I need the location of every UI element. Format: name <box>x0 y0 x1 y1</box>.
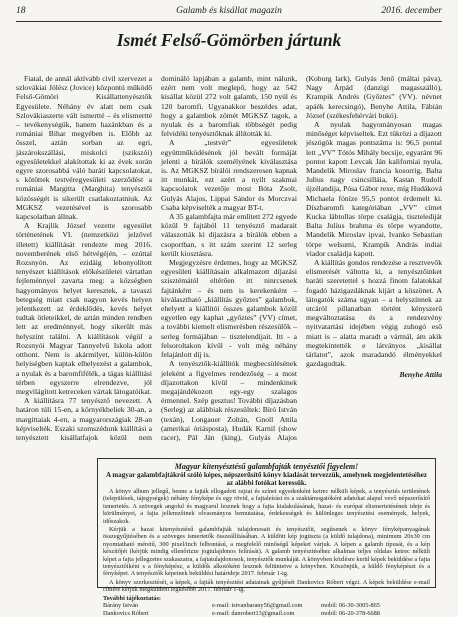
article-paragraph: Fiatal, de annál aktívabb civil szervezet a szlovákiai Jólész (Jovice) központú működő Felső-Gömöri Kisállattenyésztők Egyesülete. Néhány év alatt nem csak Szlovákiaszerte vált ismertté – és elismertté – tevékenységük, hanem hazánkban és a romániai Bihar megyében is. Előbb az ősszel, aztán sorban az egri, jászárokszállási, miskolci (szikszói) egyesületekkel alakítottak ki az évek során egyre szorosabbá váló baráti kapcsolatokat, s kötöttek testvéregyesületi szerződést a romániai Margitta (Marghita) tenyésztői közösségét is sikerült csatlakoztatniuk. Az MGKSZ vezetésével is szorosabb kapcsolatban állnak. <box>16 74 152 222</box>
header-rule <box>16 21 442 22</box>
page-number: 18 <box>16 6 26 16</box>
article-paragraph: A nyulak hagyományosan magas minőséget képviseltek. Ezt tükrözi a díjazott jészögök magas pontszáma is: 96,5 pontal lett „VV” Tótós Mihály becsije, egyaránt 96 pontot kapott Levcak Ján kaliforniai nyula, Mandelík Miroslav francia kosorrig, Balta Julius nagy csincsilláia, Kastan Rudolf újzélandija, Pósa Gábor rexe, míg Hudáková Michaela fóníze 95,5 pontot érdemelt ki. Díszbaromfi kategóriában „VV” címet Kucka lábtollas törpe csalágja, tisztelediját Balta Julius brahma és törpe wyandotte, Mandelík Miroslav ipvai, Ivanko Sebastian törpe welsumi, Krampík András indiai viador családja kapott. <box>306 120 443 258</box>
notice-box <box>97 458 436 617</box>
article-paragraph: A kiállításra 77 tenyésztő nevezett. A határon túli 15-en, a környékbeliek 30-an, a margittaiak 4-en, a magyarországiak 28-an képviselték. Eszaki szomszédunk kiállítási a tenyésztett kisállatfajok közül nem domináló lapjában a galamb, mint nálunk, ezért nem volt meglepő, hogy az 542 kisállat közül 272 volt galamb, 150 nyúl és 120 baromfi. Ugyanakkor beszédes adat, hogy a galambok zömét MGKSZ tagok, a nyulak és a baromfiak többségét pedig felvidéki tenyésztőknak állították ki. <box>16 74 297 442</box>
article-title: Ismét Felső-Gömörben jártunk <box>116 30 342 50</box>
contacts-title: További tájékoztatás: <box>103 594 162 602</box>
page-header <box>16 6 442 20</box>
article-paragraph: A Krajlik József vezette egyesület történetének VI. (nemzetközi jelzővel illetett) kiállítását rendezte meg 2016. novemberének első hétvégéjén, – ezúttal Rozsnyón. Az ezidáig lebonyolított tenyészet kiállítások előkészületei vártatlan fejleménnyel zavarta meg: a községben hagyományos helyet keresztek, a tavaszi betegség miatt csak nagyon kevés helyen jelentkezett az érdeklődés, kevés helyet tudtak ötleteikkel, de aztán minden rendben lett az eredménnyel, hogy sikerült más helyszínt találni. A kiállítások végül a Rozsnyói Magyar Tannyelvű Iskola adott otthont. Nem is akármilyet, külön-külön helyiségben kaptak elhelyezést a galambok, a nyulak és a baromfifélék, a tágas kiállítási térben egyszerre elrendezve, jól megvilágított ketreceken vártak látogatóikat. <box>16 221 152 396</box>
notice-subtitle: A magyar galambfajtákról szóló képes, népszerűsítő könyv kiadását tervezzük, amelynek megjelentetéséhez az alábbi fotókat keressük. <box>105 471 428 487</box>
notice-paragraph: A könyv szerkesztését, a képek, a fajták tenyésztési adatainak gyűjtését Dankovics Róbert végzi. A képek beküldése e-mail címére kérjük megküldeni legkésőbb 2017. február 1-ig. <box>103 578 430 594</box>
notice-paragraph: A könyv album jellegű, benne a fajták ellogadott rajzai és színei egyedenként ketrec nélküli képek, a tenyésztés területének (települések, tájegységek) néhány fényképe és egy rövid, a fajtaleírást és a szaktámogatóként adatokat alapul vevő népszerűsítő ismertetés. A szövegek angolul és magyarul lesznek hogy a fajta kialakulásának, hazai- és európai elismertetésének ideje és körülményei, a fajta jellemzőinek olvasmányos bemutatása, érdekességek és különleges tenyésztési események, helyek, időszakok. <box>103 488 430 525</box>
article-paragraph: A tenyésztők-kiállítók megbecsülésének jeleként a figyelmes rendezőség – a most díjazottakon kívül – mindenkinek megajándékozott egy-egy szalagos érmennel. Szép gesztus! További díjazásban (Serleg) az alábbiak részesültek: Bíró István (texán), Longauer Zoltán, Gnoll Attila (amerikai óriásposta), Hudák Karnil (show racer), Pál Ján (king), Gulyás Alajos (Koburg lark), Gulyás Jenő (máltai páva), Nagy Árpád (danzigi magasszálló), Krampik Andrés (Győztes” (VV). névnet apáék kerecsingó), Benyhe Attila, Fábián József (székesfehérvári bukó). <box>161 74 442 442</box>
article-paragraph: A 35 galambfajta már említett 272 egyede közül 9 fajtából 11 tenyésztő madarait válaszották ki díjazásra a bírálók ebben a csoportban, s itt szám szerint 12 serleg került kiosztásra. <box>161 212 297 258</box>
publication-name: Galamb és kisállat magazin <box>176 6 282 16</box>
contact-email[interactable]: e-mail: istvanbarany56@gmail.com <box>212 602 303 610</box>
contact-name: Dankovics Róbert <box>103 609 149 617</box>
issue-date: 2016. december <box>381 6 442 16</box>
article-body <box>16 74 442 450</box>
article-paragraph: A kiállítás gondos rendezése a resztvevők elismerését váltotta ki, a tenyésztőinket baráti szeretettel s hozzá finom falatokkal fogadó házigazdáknak kijárt a köszönet. A látogatók száma ugyan – a helyszínnek az utcáról pillanatban történt kényszerű megváltoztatása és a rendezvény nyitvatartási idejében végig zuhogó eső miatt is – alatta maradt a vártnál, ám akik megtekintették e látványos „kisállat tárlatot”, azok maradandó élményekkel gazdagodtak. <box>306 258 442 369</box>
contact-email[interactable]: e-mail: danrobert13@gmail.com <box>212 609 295 617</box>
contact-row <box>103 602 430 609</box>
notice-title: Magyar kitenyésztésű galambfajták tenyésztői figyelem! <box>174 462 359 471</box>
contact-phone: mobil: 06-30-3005-865 <box>321 602 380 610</box>
article-paragraph: A „testvér” egyesületek együttműködésének jól bevált formáját jelenti a bírálók személyének kiválasztása is. Az MGKSZ bírálói rendszeresen kapnak itt munkát, ezt azért a nyílt szakmai kapcsolatok vezetője most Bóta Zsolt, Gulyás Alajos, Lippai Sándor és Morczvai Csaba képviselték a magyar BT-t. <box>161 138 297 212</box>
contact-name: Bárány István <box>103 602 139 610</box>
article-paragraph: Megjegyzésre érdemes, hogy az MGKSZ egyesületi kiállításain alkalmazott díjazási szisztémától eltérően itt ninrcsenek fajtánként – és nem is kerekenként – kiválasztható „kiállítás győztes” galambok, ehelyett a kiállítói összes galambok közül egyetlen egy kaphat „győztes” (VV) címet, a további kiemelt elismerésben részesülők – serleg formájában – tisztelendijait. Itt - a felsoroltakon kívül - volt még néhány felajánlott díj is. <box>161 258 297 360</box>
article-signature: Benyhe Attila <box>399 369 442 379</box>
contact-phone: mobil: 06-20-378-6688 <box>321 609 380 617</box>
contact-row <box>103 610 430 617</box>
notice-paragraph: Kérjük a hazai kitenyésztésű galambfajták tulajdonosait és tenyésztőit, segítsenek a könyv fényképanyagának összegyűjtésében és a szöveges ismertetők összeállításában. A küldött kép jogtiszta (a küldő tulajdona), minimum 20x30 cm nyomtatható méretű, 300 pixel/inch felbontású, a megfelelő minőségű képeket várjuk. A képen a galamb típusát, és a kép készítőjét (kérjük mindig ellenőrizze jogtulajdonos felírását). A galamb tenyésztéséhez alkalmas teljes oldalas ketrec nélküli képet a fajta jellegzetes szakaszaira, a fajtatulajdonosok, tenyésztők munkáját. A könyvben közlésre kerül képek beküldése a fajta tenyésztőiként s a fényképész, a küldők alkotóként lesznek feltüntetve a könyvben. Köszönjük, a küldő fényképészt és a fényképet. A tenyésztők képeinek beküldési határideje 2017. február 1-ig. <box>103 526 430 578</box>
